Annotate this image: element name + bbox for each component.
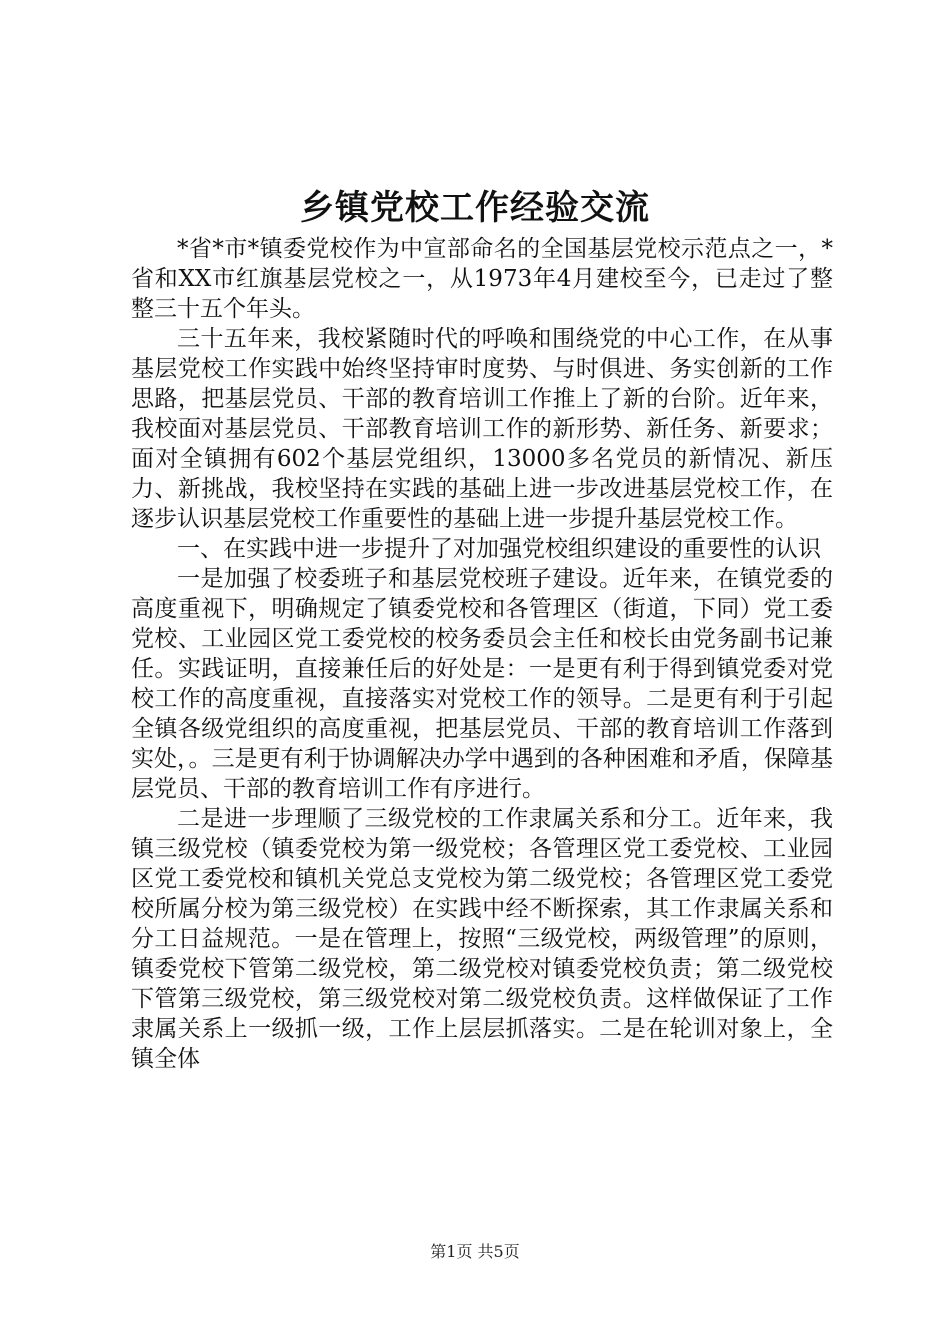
section-heading-1: 一、在实践中进一步提升了对加强党校组织建设的重要性的认识 [177,536,821,562]
document-body [131,234,833,1074]
document-title: 乡镇党校工作经验交流 [300,188,650,228]
paragraph-history: 三十五年来，我校紧随时代的呼唤和围绕党的中心工作，在从事基层党校工作实践中始终坚持审时度势、与时俱进、务实创新的工作思路，把基层党员、干部的教育培训工作推上了新的台阶。近年来，我校面对基层党员、干部教育培训工作的新形势、新任务、新要求；面对全镇拥有602个基层党组织，13000多名党员的新情况、新压力、新挑战，我校坚持在实践的基础上进一步改进基层党校工作，在逐步认识基层党校工作重要性的基础上进一步提升基层党校工作。 [131,326,833,532]
paragraph-point-1: 一是加强了校委班子和基层党校班子建设。近年来，在镇党委的高度重视下，明确规定了镇委党校和各管理区（街道，下同）党工委党校、工业园区党工委党校的校务委员会主任和校长由党务副书记兼任。实践证明，直接兼任后的好处是：一是更有利于得到镇党委对党校工作的高度重视，直接落实对党校工作的领导。二是更有利于引起全镇各级党组织的高度重视，把基层党员、干部的教育培训工作落到实处，。三是更有利于协调解决办学中遇到的各种困难和矛盾，保障基层党员、干部的教育培训工作有序进行。 [131,566,833,802]
paragraph-point-2: 二是进一步理顺了三级党校的工作隶属关系和分工。近年来，我镇三级党校（镇委党校为第一级党校；各管理区党工委党校、工业园区党工委党校和镇机关党总支党校为第二级党校；各管理区党工委党校所属分校为第三级党校）在实践中经不断探索，其工作隶属关系和分工日益规范。一是在管理上，按照“三级党校，两级管理”的原则，镇委党校下管第二级党校，第二级党校对镇委党校负责；第二级党校下管第三级党校，第三级党校对第二级党校负责。这样做保证了工作隶属关系上一级抓一级，工作上层层抓落实。二是在轮训对象上，全镇全体 [131,806,833,1072]
paragraph-intro: *省*市*镇委党校作为中宣部命名的全国基层党校示范点之一，*省和XX市红旗基层党校之一，从1973年4月建校至今，已走过了整整三十五个年头。 [131,236,833,322]
page-number-footer: 第1页 共5页 [430,1242,520,1261]
